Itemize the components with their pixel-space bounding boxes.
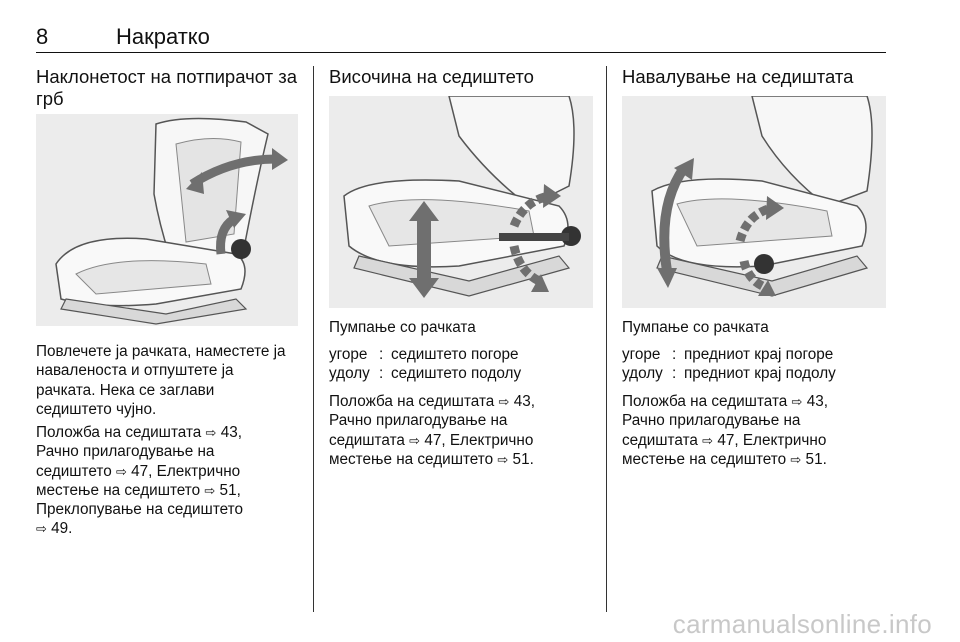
section-backrest-tilt [36,66,298,110]
arrow-right-icon: ⇨ [497,451,509,467]
backrest-figure [36,114,298,326]
section-heading: Височина на седиштето [329,66,534,87]
seat-height-figure [329,96,593,308]
arrow-right-icon: ⇨ [702,432,714,448]
page-number: 8 [36,24,49,49]
list-item: удолу : седиштето подолу [329,365,522,383]
arrow-right-icon: ⇨ [498,394,510,409]
seat-illustration [329,96,593,308]
arrow-right-icon: ⇨ [36,521,47,537]
page-header [36,26,886,53]
section-heading: Наклонетост на потпирачот за грб [36,66,297,109]
list-item: угоре : предниот крај погоре [622,346,834,363]
chapter-title: Накратко [116,24,210,49]
seat-tilt-references: Положба на седиштата ⇨ 43, Рачно прилагодување на седиштата ⇨ 47, Електрично местење на седиштето ⇨ 51. [622,393,828,468]
seat-tilt-pump: Пумпање со рачката [622,319,769,336]
watermark: carmanualsonline.info [672,609,932,639]
backrest-references: Положба на седиштата ⇨ 43, Рачно прилагодување на седиштето ⇨ 47, Електрично местење на седиштето ⇨ 51, Преклопување на седиштето ⇨ 49. [36,424,244,538]
section-seat-height [329,66,593,88]
arrow-right-icon: ⇨ [409,432,421,448]
arrow-right-icon: ⇨ [790,451,802,467]
arrow-right-icon: ⇨ [791,394,803,409]
seat-tilt-figure [622,96,886,308]
arrow-right-icon: ⇨ [116,463,127,479]
seat-illustration [36,114,298,326]
list-item: удолу : предниот крај подолу [622,365,836,383]
section-heading: Навалување на седиштата [622,66,854,87]
section-seat-tilt [622,66,888,88]
arrow-right-icon: ⇨ [204,482,216,498]
column-divider [313,66,314,612]
arrow-right-icon: ⇨ [205,425,217,440]
backrest-instructions: Повлечете ја рачката, наместете ја наваленоста и отпуштете ја рачката. Нека се заглави седиштето чујно. [36,343,286,418]
seat-illustration [622,96,886,308]
seat-tilt-table [622,345,888,384]
column-divider [606,66,607,612]
seat-height-references: Положба на седиштата ⇨ 43, Рачно прилагодување на седиштата ⇨ 47, Електрично местење на седиштето ⇨ 51. [329,393,535,468]
seat-height-table [329,345,593,384]
list-item: угоре : седиштето погоре [329,346,519,363]
seat-height-pump: Пумпање со рачката [329,319,476,336]
